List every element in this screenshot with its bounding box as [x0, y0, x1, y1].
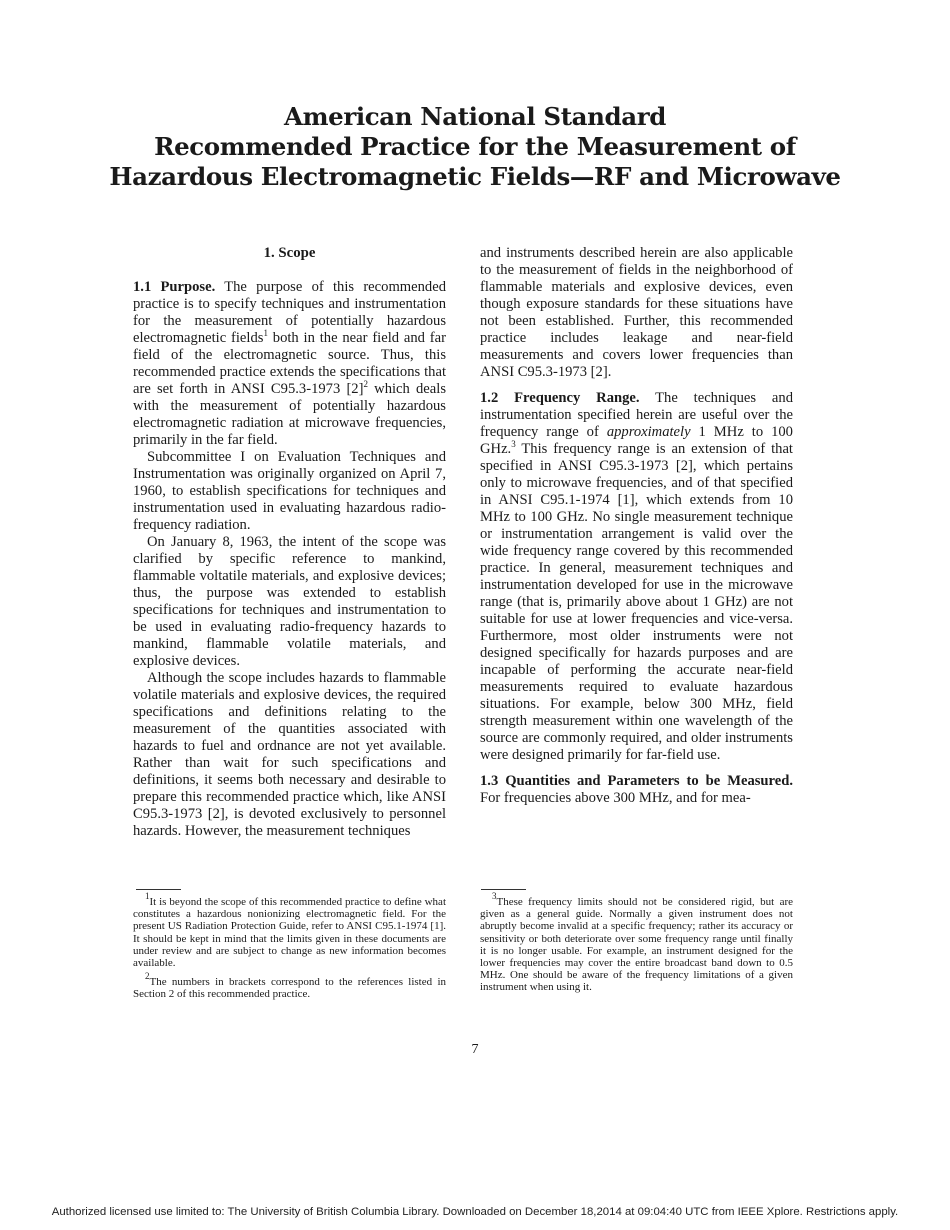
footnote-ref-2: 2: [363, 379, 368, 389]
footnote-3: [480, 891, 793, 994]
footnote-3-text: These frequency limits should not be considered rigid, but are given as a general guide. Normally a given instrument does not abruptly become invalid at a specific frequency; rather its accuracy or sensitivity or both deteriorate over some frequency range until finally it is no longer usable. For example, an instrument designed for the lower frequencies may cover the entire broadcast band down to 0.5 MHz. One should be aware of the frequency limitations of a given instrument when using it.: [480, 896, 793, 994]
right-column: [480, 245, 793, 807]
footnote-2-text: The numbers in brackets correspond to the references listed in Section 2 of this recommended practice.: [133, 976, 446, 1001]
footnote-1-mark: 1: [145, 891, 150, 901]
footnote-ref-1: 1: [263, 328, 268, 338]
document-title: [60, 102, 890, 192]
footnotes-right: [480, 891, 793, 994]
frequency-text-b: 1 MHz to 100 GHz.: [480, 424, 793, 457]
footnote-ref-3: 3: [511, 439, 516, 449]
purpose-text-a: The purpose of this recommended practice is to specify techniques and instrumentation for the measurement of potentially hazardous electromagnetic fields: [133, 279, 446, 346]
footnote-rule-left: [136, 889, 181, 890]
footnote-3-mark: 3: [492, 891, 497, 901]
footnote-1-text: It is beyond the scope of this recommended practice to define what constitutes a hazardous nonionizing electromagnetic field. For the present US Radiation Protection Guide, refer to ANSI C95.1-1974 [1]. It should be kept in mind that the limits given in these documents are under review and are subject to change as new information becomes available.: [133, 896, 446, 970]
left-column: [133, 245, 446, 840]
paragraph-subcommittee: Subcommittee I on Evaluation Techniques and Instrumentation was originally organized on April 7, 1960, to establish specifications for techniques and instrumentation used in evaluating hazardous radio-frequency radiation.: [133, 449, 446, 533]
footnotes-left: [133, 891, 446, 1001]
license-notice: Authorized licensed use limited to: The University of British Columbia Library. Downloaded on December 18,2014 at 09:04:40 UTC from IEEE Xplore. Restrictions apply.: [51, 1206, 899, 1218]
title-line-1: American National Standard: [284, 102, 666, 131]
page-number: 7: [471, 1042, 479, 1057]
purpose-text-c: which deals with the measurement of potentially hazardous electromagnetic radiation at microwave frequencies, primarily in the far field.: [133, 381, 446, 448]
quantities-text: For frequencies above 300 MHz, and for mea-: [480, 790, 751, 806]
quantities-heading: 1.3 Quantities and Parameters to be Measured.: [480, 773, 793, 789]
paragraph-quantities: [480, 773, 793, 807]
paragraph-purpose: [133, 279, 446, 449]
footnote-2-mark: 2: [145, 971, 150, 982]
title-line-3: Hazardous Electromagnetic Fields—RF and Microwave: [109, 162, 841, 191]
paragraph-frequency-range: [480, 390, 793, 764]
paragraph-scope-hazards: Although the scope includes hazards to flammable volatile materials and explosive devices, the required specifications and definitions relating to the measurement of the quantities associated with hazards to fuel and ordnance are not yet available. Rather than wait for such specifications and definitions, it seems both necessary and desirable to prepare this recommended practice which, like ANSI C95.3-1973 [2], is devoted exclusively to personnel hazards. However, the measurement techniques: [133, 670, 446, 839]
section-heading-scope: 1. Scope: [263, 245, 316, 261]
paragraph-continuation: and instruments described herein are also applicable to the measurement of fields in the neighborhood of flammable materials and explosive devices, even though exposure standards for these situations have not been established. Further, this recommended practice includes leakage and near-field measurements and covers lower frequencies than ANSI C95.3-1973 [2].: [480, 245, 793, 380]
title-line-2: Recommended Practice for the Measurement of: [154, 132, 796, 161]
footnote-rule-right: [481, 889, 526, 890]
footnote-1: [133, 891, 446, 970]
purpose-heading: 1.1 Purpose.: [133, 279, 216, 295]
frequency-range-heading: 1.2 Frequency Range.: [480, 390, 640, 406]
purpose-text-b: both in the near field and far field of the electromagnetic source. Thus, this recommended practice extends the specifications that are set forth in ANSI C95.3-1973 [2]: [133, 330, 446, 397]
frequency-text-c: This frequency range is an extension of that specified in ANSI C95.3-1973 [2], which pertains only to microwave frequencies, and of that specified in ANSI C95.1-1974 [1], which extends from 10 MHz to 100 GHz. No single measurement technique or instrumentation arrangement is valid over the wide frequency range covered by this recommended practice. In general, measurement techniques and instrumentation developed for use in the microwave range (that is, primarily above about 1 GHz) are not suitable for use at lower frequencies and vice-versa. Furthermore, most older instruments were not designed specifically for hazards purposes and are incapable of performing the accurate near-field measurements required to evaluate hazardous situations. For example, below 300 MHz, field strength measurement within one wavelength of the source are commonly required, and older instruments were designed primarily for far-field use.: [480, 441, 793, 763]
footnote-2: [133, 971, 446, 1001]
paragraph-january-1963: On January 8, 1963, the intent of the scope was clarified by specific reference to mankind, flammable voltatile materials, and explosive devices; thus, the purpose was extended to establish specifications for techniques and instrumentation to be used in evaluating radio-frequency hazards to mankind, flammable volatile materials, and explosive devices.: [133, 534, 446, 669]
frequency-emphasis: approximately: [606, 424, 691, 440]
frequency-text-a: The techniques and instrumentation specified herein are useful over the frequency range of: [480, 390, 793, 440]
